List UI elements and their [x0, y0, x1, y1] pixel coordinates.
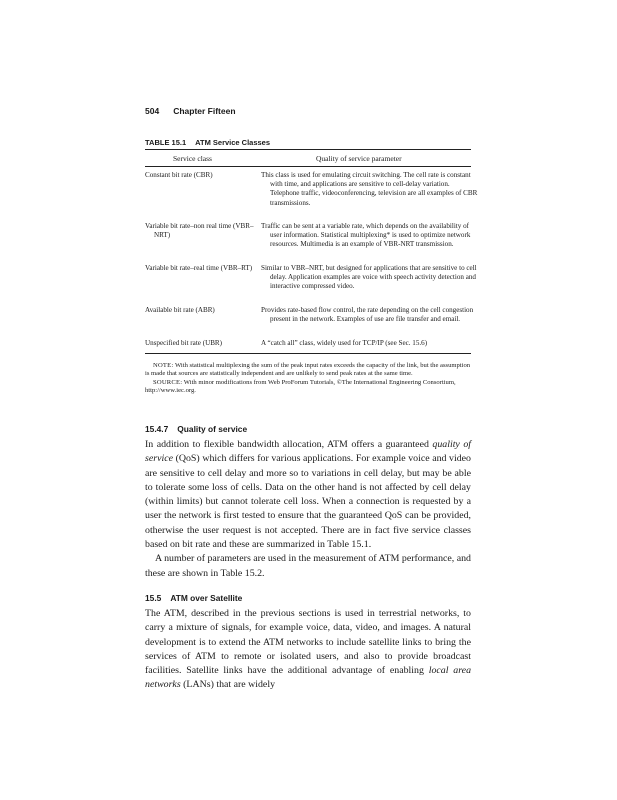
- emphasis-term: local area networks: [145, 665, 472, 691]
- source-text: With minor modifications from Web ProForum Tutorials, ©The International Engineering Consortium, http://www.iec.org.: [145, 378, 456, 394]
- table-header-rule: [145, 166, 471, 167]
- table-header-service-class: Service class: [173, 154, 212, 163]
- paragraph: The ATM, described in the previous sections is used in terrestrial networks, to carry a mixture of signals, for example voice, data, video, and images. A natural development is to extend the ATM networks to include satellite links to bring the services of ATM to remote or isolated users, and also to provide broadcast facilities. Satellite links have the additional advantage of enabling local area networks (LANs) that are widely: [145, 608, 472, 691]
- paragraph: A number of parameters are used in the measurement of ATM performance, and these are shown in Table 15.2.: [145, 553, 471, 579]
- section-title: Quality of service: [177, 424, 248, 434]
- source-label: SOURCE:: [153, 378, 183, 386]
- emphasis-term: quality of service: [145, 439, 471, 465]
- section-number: 15.5: [145, 593, 162, 603]
- table-bottom-rule: [145, 353, 471, 354]
- table-label: TABLE 15.1: [145, 138, 187, 147]
- table-cell-class: Unspecified bit rate (UBR): [145, 339, 223, 347]
- section-number: 15.4.7: [145, 424, 169, 434]
- table-cell-description: Traffic can be sent at a variable rate, which depends on the availability of user information. Statistical multiplexing* is used to optimize network resources. Multimedia is an example of VBR-NRT transmission.: [261, 222, 471, 249]
- section-heading-15-4-7: [145, 424, 247, 434]
- section-title: ATM over Satellite: [170, 593, 243, 603]
- section-heading-15-5: [145, 593, 242, 603]
- table-cell-class: Variable bit rate–non real time (VBR–NRT): [145, 222, 254, 240]
- table-top-rule: [145, 149, 471, 150]
- table-cell-description: A “catch all” class, widely used for TCP/IP (see Sec. 15.6): [261, 339, 428, 347]
- table-cell-class: Available bit rate (ABR): [145, 306, 215, 314]
- table-cell-description: This class is used for emulating circuit switching. The cell rate is constant with time, and applications are sensitive to cell-delay variation. Telephone traffic, videoconferencing, television are all examples of CBR transmissions.: [261, 171, 478, 207]
- section-body-15-5: [145, 607, 471, 693]
- table-cell-class: Variable bit rate–real time (VBR–RT): [145, 264, 253, 272]
- table-header-qos: Quality of service parameter: [316, 154, 402, 163]
- table-cell-description: Provides rate-based flow control, the rate depending on the cell congestion present in the network. Examples of use are file transfer and email.: [261, 306, 474, 324]
- page-number: 504: [145, 106, 160, 116]
- running-head: [145, 106, 236, 116]
- chapter-title: Chapter Fifteen: [173, 106, 236, 116]
- table-title: ATM Service Classes: [195, 138, 271, 147]
- table-caption: [145, 138, 270, 147]
- paragraph: In addition to flexible bandwidth allocation, ATM offers a guaranteed quality of service (QoS) which differs for various applications. For example voice and video are sensitive to cell delay and more so to variations in cell delay, but may be able to tolerate some loss of cells. Data on the other hand is not affected by cell delay (within limits) but cannot tolerate cell loss. When a connection is requested by a user the network is first tested to ensure that the guaranteed QoS can be provided, otherwise the user request is not accepted. There are in fact five service classes based on bit rate and these are summarized in Table 15.1.: [145, 439, 471, 551]
- section-body-15-4-7: [145, 438, 471, 581]
- table-note: [145, 362, 471, 395]
- note-label: NOTE:: [153, 362, 174, 369]
- note-text: With statistical multiplexing the sum of the peak input rates exceeds the capacity of the link, but the assumption is made that sources are statistically independent and are unlikely to send peak rates at the same time.: [145, 362, 471, 378]
- table-cell-class: Constant bit rate (CBR): [145, 171, 213, 179]
- table-cell-description: Similar to VBR–NRT, but designed for applications that are sensitive to cell delay. Application examples are voice with speech activity detection and interactive compressed video.: [261, 264, 477, 291]
